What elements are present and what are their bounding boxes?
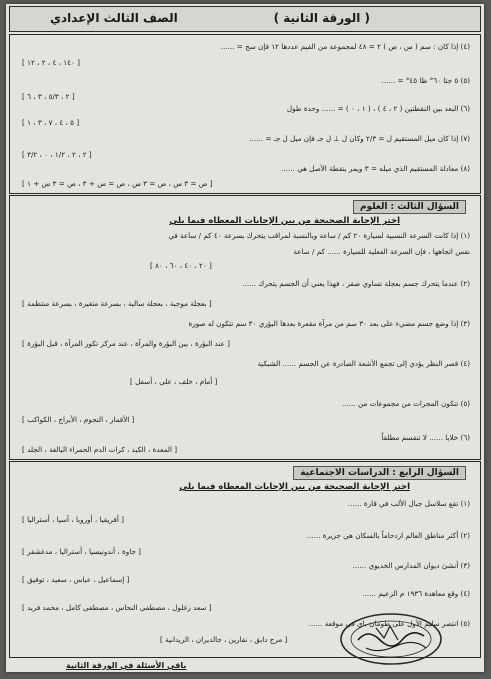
footer-note: باقي الأسئلة في الورقة الثانية	[66, 661, 187, 670]
grade-label: الصف الثالث الإعدادي	[50, 11, 178, 25]
science-q4-options: [ أمام ، خلف ، على ، أسفل ]	[130, 377, 218, 386]
social-q3: (٣) أنشئ ديوان المدارس الخديوي ......	[352, 561, 470, 570]
social-q5-options: [ مرج دابق ، نقارين ، جالديران ، الريدانية ]	[160, 635, 288, 644]
social-q1-options: [ أفريقيا ، أوروبا ، آسيا ، أستراليا ]	[22, 515, 124, 524]
math-q7: (٧) إذا كان ميل المستقيم ل = ٢/٣ وكان ل ⊥ ل جـ فإن ميل ل جـ = ......	[249, 134, 470, 143]
science-q2-options: [ بعجلة موجبة ، بعجلة سالبة ، بسرعة متغيرة ، بسرعة منتظمة ]	[22, 299, 212, 308]
header-box	[9, 6, 481, 32]
social-q4-options: [ سعد زغلول ، مصطفى النحاس ، مصطفى كامل ، محمد فريد ]	[22, 603, 212, 612]
social-q2-options: [ جاوة ، أندونيسيا ، أستراليا ، مدغشقر ]	[22, 547, 141, 556]
science-q1-options: [ ٢٠ ، ٤٠ ، ٦٠ ، ٨٠ ]	[150, 261, 212, 270]
science-q1b: نفس اتجاهها ، فإن السرعة الفعلية للسيارة ...... كم / ساعة	[293, 247, 470, 256]
social-q1: (١) تقع سلاسل جبال الألب في قارة ......	[347, 499, 470, 508]
science-q4: (٤) قصر النظر يؤدي إلى تجمع الأشعة الصادرة عن الجسم ...... الشبكية	[257, 359, 470, 368]
exam-paper	[6, 4, 484, 672]
science-q2: (٢) عندما يتحرك جسم بعجلة تساوي صفر ، فهذا يعني أن الجسم يتحرك ......	[242, 279, 470, 288]
social-q2: (٢) أكثر مناطق العالم ازدحاماً بالسكان هي جزيرة ......	[306, 531, 470, 540]
paper-label: ( الورقة الثانية )	[273, 11, 370, 25]
social-q5: (٥) انتصر سليم الأول على طومان باي في موقعة ......	[308, 619, 470, 628]
social-heading: السؤال الرابع : الدراسات الاجتماعية	[293, 466, 466, 480]
math-section	[9, 34, 481, 194]
official-stamp-icon	[336, 610, 446, 668]
social-instruction: اختر الإجابة الصحيحة من بين الإجابات المعطاه فيما يلي	[179, 482, 410, 492]
math-q4: (٤) إذا كان : سم ( س ، ص ) ٢ = ٤٨ لمجموعة من القيم عددها ١٢ فإن سح = ......	[220, 42, 470, 51]
math-q8-options: [ ص = ٣ س ، ص = ٣ س ، ص = س + ٣ ، ص = ٣ س + ١ ]	[22, 179, 213, 188]
science-heading: السؤال الثالث : العلوم	[353, 200, 466, 214]
science-q5: (٥) تتكون المجرات من مجموعات من ......	[342, 399, 470, 408]
math-q6-options: [ ٥ ، ٤ ، ٧ ، ٣ ، ١ ]	[22, 118, 80, 127]
science-q6: (٦) خلايا ...... لا تنقسم مطلقاً	[381, 433, 470, 442]
science-q5-options: [ الأقمار ، النجوم ، الأبراج ، الكواكب ]	[22, 415, 135, 424]
science-q6-options: [ المعدة ، الكبد ، كرات الدم الحمراء البالغة ، الجلد ]	[22, 445, 178, 454]
math-q8: (٨) معادلة المستقيم الذي ميله = ٣ ويمر بنقطة الأصل هي ......	[281, 164, 470, 173]
science-q1: (١) إذا كانت السرعة النسبية لسيارة ٢٠ كم / ساعة وبالنسبة لمراقب يتحرك بسرعة ٤٠ كم / ساعة في	[168, 231, 470, 240]
math-q4-options: [ ١٤٠ ، ٤ ، ٢ ، ١٢ ]	[22, 58, 80, 67]
math-q7-options: [ ٢ ، ٢ ، ١/٢ ، ٠ ، ٣/٢ ]	[22, 150, 92, 159]
science-q3-options: [ عند البؤرة ، بين البؤرة والمرآة ، عند مركز تكور المرآة ، قبل البؤرة ]	[22, 339, 230, 348]
science-q3: (٣) إذا وضع جسم مضيء على بعد ٣٠ سم من مرآة مقعرة بعدها البؤري ٣٠ سم تتكون له صورة	[188, 319, 470, 328]
math-q5: (٥) ٥ جتا ٦٠° ظا ٤٥° = ......	[381, 76, 470, 85]
math-q5-options: [ ٢ ، ٥/٣ ، ٣ ، ٦ ]	[22, 92, 75, 101]
social-q3-options: [ إسماعيل ، عباس ، سعيد ، توفيق ]	[22, 575, 130, 584]
math-q6: (٦) البعد بين النقطتين ( ٢ ، ٤ ) ، ( ١ ، ٠ ) = ...... وحدة طول	[286, 104, 470, 113]
science-section	[9, 195, 481, 460]
social-q4: (٤) وقع معاهدة ١٩٣٦ م الزعيم ......	[362, 589, 470, 598]
science-instruction: اختر الإجابة الصحيحة من بين الإجابات المعطاه فيما يلي	[169, 216, 400, 226]
